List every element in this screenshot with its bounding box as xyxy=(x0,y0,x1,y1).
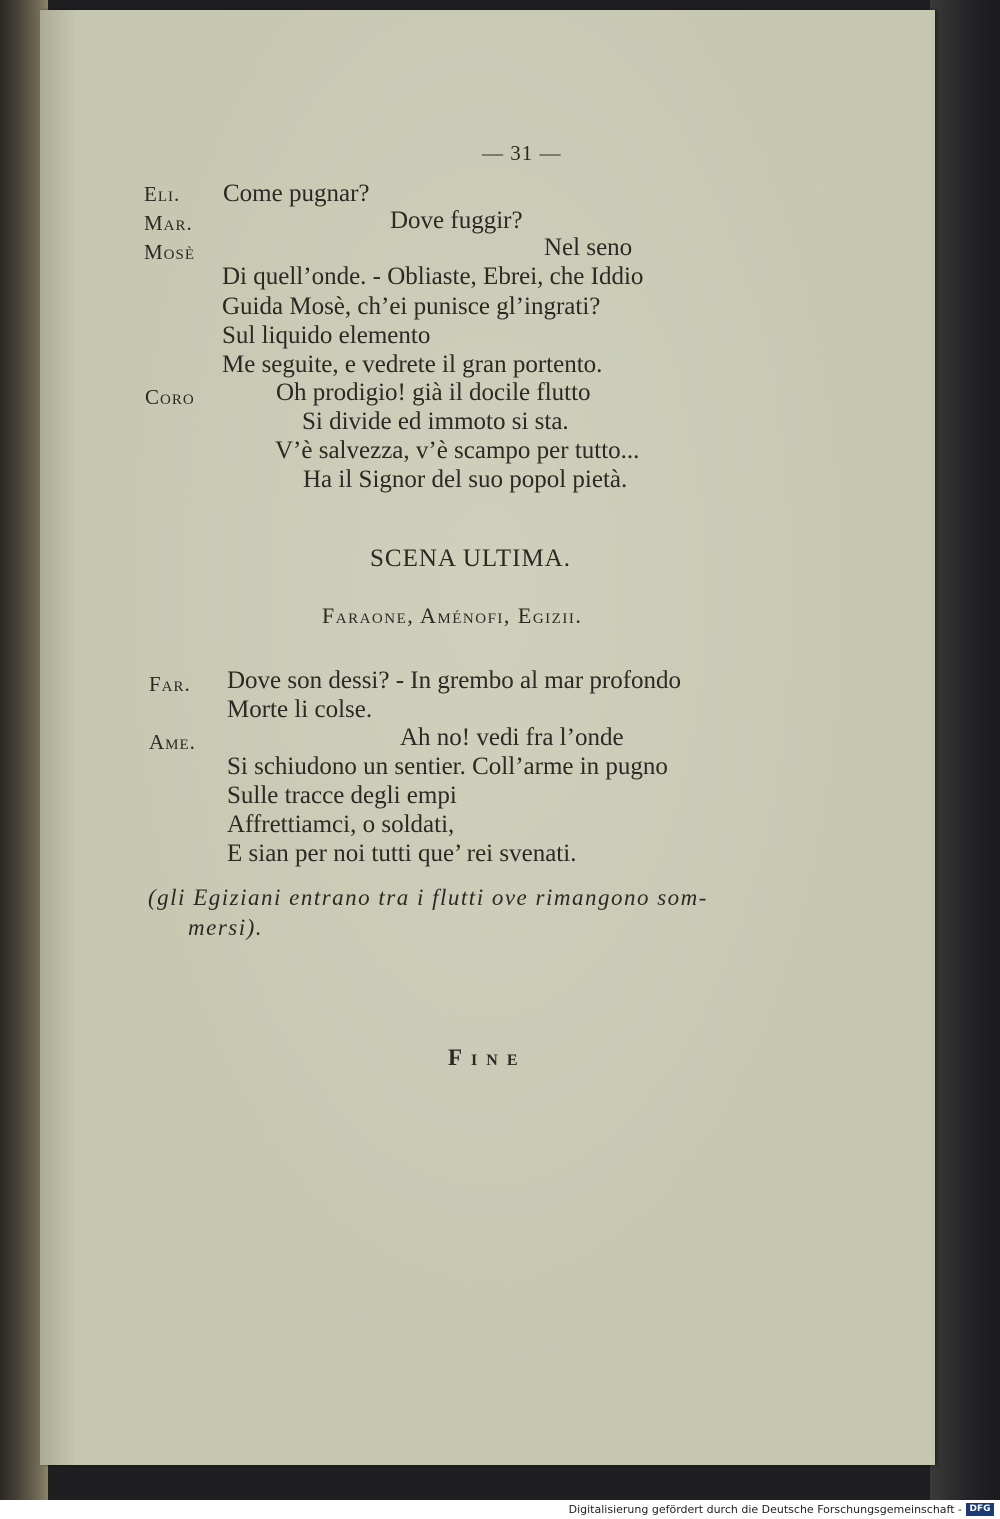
verse-line: Sul liquido elemento xyxy=(222,322,431,349)
verse-line: Di quell’onde. - Obliaste, Ebrei, che Iddio xyxy=(222,263,644,290)
page-number: — 31 — xyxy=(482,141,562,165)
speaker-label: Far. xyxy=(149,672,191,696)
footer-credit: Digitalisierung gefördert durch die Deutsche Forschungsgemeinschaft - xyxy=(568,1503,962,1516)
verse-line: Come pugnar? xyxy=(223,180,370,207)
stage-direction: (gli Egiziani entrano tra i flutti ove rimangono som- xyxy=(148,885,708,910)
scanned-page xyxy=(40,10,935,1465)
speaker-label: Mar. xyxy=(144,211,193,235)
stage-direction: mersi). xyxy=(188,915,264,940)
verse-line: V’è salvezza, v’è scampo per tutto... xyxy=(275,437,640,464)
verse-line: Ah no! vedi fra l’onde xyxy=(400,724,624,751)
footer-bar xyxy=(0,1500,1000,1519)
verse-line: Si schiudono un sentier. Coll’arme in pugno xyxy=(227,753,668,780)
verse-line: Morte li colse. xyxy=(227,696,373,723)
verse-line: Ha il Signor del suo popol pietà. xyxy=(303,466,628,493)
verse-line: E sian per noi tutti que’ rei svenati. xyxy=(227,840,577,867)
verse-line: Me seguite, e vedrete il gran portento. xyxy=(222,351,603,378)
scene-title: SCENA ULTIMA. xyxy=(370,545,571,572)
book-cover-right xyxy=(930,0,1000,1500)
ending-word: Fine xyxy=(448,1045,527,1070)
dfg-logo-icon: DFG xyxy=(966,1503,994,1516)
verse-line: Dove son dessi? - In grembo al mar profondo xyxy=(227,667,682,694)
scene-characters: Faraone, Aménofi, Egizii. xyxy=(322,603,583,628)
verse-line: Sulle tracce degli empi xyxy=(227,782,457,809)
verse-line: Oh prodigio! già il docile flutto xyxy=(276,379,591,406)
verse-line: Si divide ed immoto si sta. xyxy=(302,408,569,435)
verse-line: Nel seno xyxy=(544,234,633,261)
verse-line: Dove fuggir? xyxy=(390,207,523,234)
verse-line: Guida Mosè, ch’ei punisce gl’ingrati? xyxy=(222,293,601,320)
speaker-label: Ame. xyxy=(149,730,196,754)
verse-line: Affrettiamci, o soldati, xyxy=(227,811,455,838)
speaker-label: Coro xyxy=(145,385,195,409)
speaker-label: Eli. xyxy=(144,182,181,206)
speaker-label: Mosè xyxy=(144,240,196,264)
